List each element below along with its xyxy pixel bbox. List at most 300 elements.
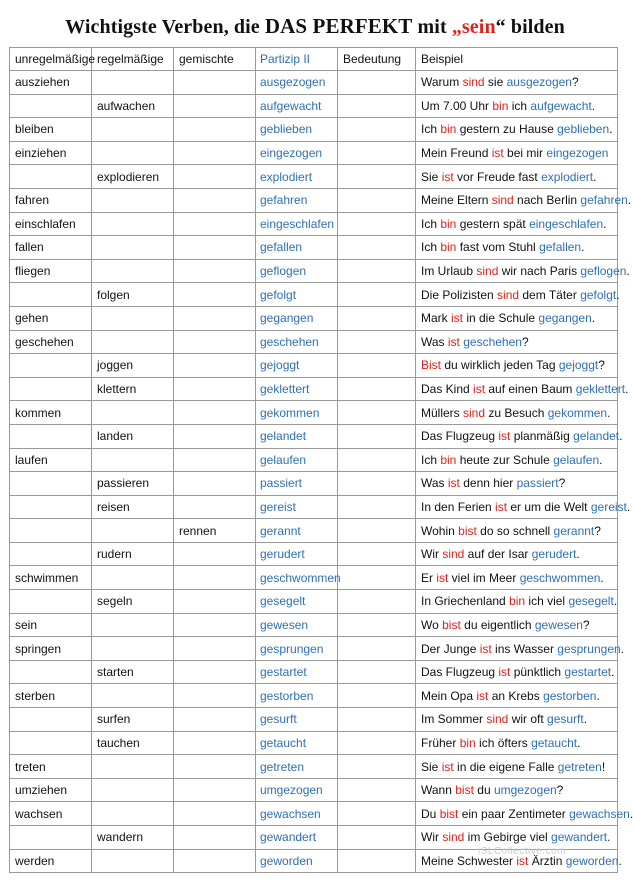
example-text: In Griechenland — [421, 594, 510, 609]
example-text: In den Ferien — [421, 499, 496, 514]
table-row — [10, 377, 618, 401]
example-partizip: eingeschlafen — [529, 216, 604, 231]
example-aux: ist — [495, 499, 508, 514]
example-text: Meine Eltern — [421, 193, 492, 208]
watermark: iSLCollective.com — [478, 846, 566, 857]
verb-cell: wachsen — [10, 802, 92, 826]
partizip-cell: gewesen — [256, 613, 338, 637]
verb-cell: explodieren — [92, 165, 174, 189]
example-text: Um 7.00 Uhr — [421, 98, 493, 113]
example-aux: ist — [498, 429, 511, 444]
example-aux: bist — [442, 617, 461, 632]
example-partizip: gestorben — [543, 688, 597, 703]
verb-cell: reisen — [92, 495, 174, 519]
empty-cell — [92, 519, 174, 543]
empty-cell — [92, 330, 174, 354]
bedeutung-cell — [338, 613, 416, 637]
example-aux: bin — [509, 594, 526, 609]
example-text: auf der Isar — [464, 547, 532, 562]
example-punct: . — [583, 712, 588, 727]
bedeutung-cell — [338, 165, 416, 189]
beispiel-cell — [416, 778, 618, 802]
empty-cell — [10, 472, 92, 496]
empty-cell — [174, 755, 256, 779]
example-punct: . — [619, 429, 623, 444]
partizip-cell: getreten — [256, 755, 338, 779]
verb-cell: kommen — [10, 401, 92, 425]
example-aux: ist — [498, 665, 511, 680]
example-punct: ? — [598, 358, 605, 373]
example-aux: ist — [447, 334, 460, 349]
partizip-cell: geschwommen — [256, 566, 338, 590]
bedeutung-cell — [338, 826, 416, 850]
empty-cell — [10, 519, 92, 543]
beispiel-cell — [416, 802, 633, 826]
empty-cell — [92, 118, 174, 142]
example-text: do so schnell — [476, 523, 554, 538]
beispiel-cell — [416, 637, 625, 661]
bedeutung-cell — [338, 141, 416, 165]
example-partizip: gejoggt — [558, 358, 599, 373]
bedeutung-cell — [338, 259, 416, 283]
verb-cell: segeln — [92, 590, 174, 614]
empty-cell — [174, 236, 256, 260]
partizip-cell: umgezogen — [256, 778, 338, 802]
example-text: pünktlich — [510, 665, 565, 680]
example-text: Sie — [421, 759, 442, 774]
header-bedeutung: Bedeutung — [338, 48, 416, 71]
example-text: ich öfters — [475, 735, 532, 750]
bedeutung-cell — [338, 354, 416, 378]
example-text: Ich — [421, 216, 441, 231]
example-text: Du — [421, 806, 440, 821]
beispiel-cell — [416, 94, 618, 118]
bedeutung-cell — [338, 188, 416, 212]
beispiel-cell — [416, 165, 618, 189]
empty-cell — [92, 259, 174, 283]
empty-cell — [10, 590, 92, 614]
empty-cell — [92, 141, 174, 165]
example-punct: . — [616, 287, 620, 302]
bedeutung-cell — [338, 94, 416, 118]
table-row — [10, 755, 618, 779]
bedeutung-cell — [338, 424, 416, 448]
empty-cell — [10, 495, 92, 519]
partizip-cell: gefallen — [256, 236, 338, 260]
example-text: in die Schule — [463, 311, 539, 326]
example-text: nach Berlin — [513, 193, 581, 208]
bedeutung-cell — [338, 731, 416, 755]
beispiel-cell — [416, 212, 618, 236]
example-text: Das Flugzeug — [421, 665, 499, 680]
example-text: Meine Schwester — [421, 853, 517, 868]
example-partizip: aufgewacht — [530, 98, 592, 113]
example-aux: Bist — [421, 358, 442, 373]
example-text: heute zur Schule — [456, 452, 554, 467]
verb-cell: einschlafen — [10, 212, 92, 236]
beispiel-cell — [416, 354, 618, 378]
title-part4: bilden — [505, 16, 565, 38]
example-text: Das Flugzeug — [421, 429, 499, 444]
example-punct: . — [625, 382, 629, 397]
example-text: Wann — [421, 783, 456, 798]
example-aux: bin — [440, 122, 457, 137]
example-partizip: gelaufen — [553, 452, 600, 467]
empty-cell — [92, 401, 174, 425]
bedeutung-cell — [338, 684, 416, 708]
verb-cell: surfen — [92, 708, 174, 732]
beispiel-cell — [416, 708, 618, 732]
example-punct: . — [599, 452, 603, 467]
empty-cell — [92, 849, 174, 873]
bedeutung-cell — [338, 542, 416, 566]
example-punct: . — [603, 216, 607, 231]
example-text: du — [473, 783, 494, 798]
example-aux: ist — [447, 476, 460, 491]
beispiel-cell — [416, 330, 618, 354]
empty-cell — [174, 613, 256, 637]
empty-cell — [174, 590, 256, 614]
empty-cell — [10, 354, 92, 378]
example-partizip: gewandert — [551, 830, 608, 845]
verb-cell: landen — [92, 424, 174, 448]
empty-cell — [174, 377, 256, 401]
empty-cell — [174, 141, 256, 165]
verb-cell: folgen — [92, 283, 174, 307]
empty-cell — [174, 401, 256, 425]
partizip-cell: explodiert — [256, 165, 338, 189]
bedeutung-cell — [338, 495, 416, 519]
table-row — [10, 731, 618, 755]
empty-cell — [174, 778, 256, 802]
header-regelmaessige: regelmäßige — [92, 48, 174, 71]
example-aux: bin — [440, 240, 457, 255]
table-row — [10, 542, 618, 566]
example-text: Wo — [421, 617, 443, 632]
empty-cell — [10, 542, 92, 566]
verb-cell: starten — [92, 660, 174, 684]
example-text: ich viel — [525, 594, 569, 609]
example-aux: ist — [441, 759, 454, 774]
title-perfekt: DAS PERFEKT — [264, 14, 413, 38]
empty-cell — [10, 708, 92, 732]
empty-cell — [174, 684, 256, 708]
example-aux: sind — [442, 830, 465, 845]
bedeutung-cell — [338, 708, 416, 732]
empty-cell — [10, 826, 92, 850]
example-text: Ich — [421, 122, 441, 137]
example-aux: ist — [476, 688, 489, 703]
example-punct: . — [618, 853, 622, 868]
table-row — [10, 519, 618, 543]
beispiel-cell — [416, 495, 631, 519]
example-text: Was — [421, 476, 448, 491]
example-partizip: gereist — [590, 499, 627, 514]
beispiel-cell — [416, 566, 618, 590]
example-punct: ! — [601, 759, 606, 774]
partizip-cell: geblieben — [256, 118, 338, 142]
empty-cell — [10, 165, 92, 189]
example-partizip: gefahren — [580, 193, 628, 208]
empty-cell — [174, 660, 256, 684]
verb-cell: passieren — [92, 472, 174, 496]
example-text: fast vom Stuhl — [456, 240, 540, 255]
example-partizip: gegangen — [538, 311, 592, 326]
example-partizip: gewachsen — [569, 806, 630, 821]
empty-cell — [174, 354, 256, 378]
example-text: in die eigene Falle — [453, 759, 558, 774]
example-text: an Krebs — [488, 688, 544, 703]
empty-cell — [92, 613, 174, 637]
example-aux: bist — [439, 806, 459, 821]
empty-cell — [174, 94, 256, 118]
example-partizip: gesprungen — [557, 641, 621, 656]
partizip-cell: gerudert — [256, 542, 338, 566]
verb-cell: fahren — [10, 188, 92, 212]
example-text: gestern spät — [456, 216, 530, 231]
example-text: Der Junge — [421, 641, 480, 656]
table-row — [10, 165, 618, 189]
example-punct: ? — [556, 783, 564, 798]
partizip-cell: gereist — [256, 495, 338, 519]
example-punct: . — [613, 594, 618, 609]
example-partizip: geschehen — [463, 334, 522, 349]
empty-cell — [10, 660, 92, 684]
example-aux: bist — [455, 783, 474, 798]
example-text: Früher — [421, 735, 460, 750]
page-title — [0, 14, 630, 39]
example-punct: . — [620, 641, 625, 656]
verb-cell: schwimmen — [10, 566, 92, 590]
example-partizip: gefallen — [539, 240, 582, 255]
example-punct: ? — [558, 476, 566, 491]
bedeutung-cell — [338, 283, 416, 307]
empty-cell — [92, 778, 174, 802]
beispiel-cell — [416, 660, 618, 684]
example-partizip: geworden — [565, 853, 619, 868]
empty-cell — [92, 236, 174, 260]
beispiel-cell — [416, 472, 618, 496]
bedeutung-cell — [338, 71, 416, 95]
beispiel-cell — [416, 613, 618, 637]
beispiel-cell — [416, 590, 618, 614]
example-aux: bin — [492, 98, 509, 113]
example-punct: ? — [582, 617, 590, 632]
verb-cell: joggen — [92, 354, 174, 378]
example-aux: ist — [451, 311, 463, 326]
empty-cell — [174, 495, 256, 519]
verb-cell: bleiben — [10, 118, 92, 142]
table-row — [10, 188, 618, 212]
bedeutung-cell — [338, 755, 416, 779]
example-text: Im Urlaub — [421, 264, 477, 279]
verb-cell: tauchen — [92, 731, 174, 755]
example-text: planmäßig — [510, 429, 574, 444]
verb-cell: ausziehen — [10, 71, 92, 95]
beispiel-cell — [416, 259, 630, 283]
example-punct: . — [591, 311, 596, 326]
example-text: wir oft — [508, 712, 548, 727]
empty-cell — [92, 448, 174, 472]
empty-cell — [92, 188, 174, 212]
table-row — [10, 354, 618, 378]
example-text: Warum — [421, 75, 463, 90]
bedeutung-cell — [338, 519, 416, 543]
example-text: Im Sommer — [421, 712, 487, 727]
example-punct: . — [577, 735, 581, 750]
example-text: du eigentlich — [460, 617, 535, 632]
beispiel-cell — [416, 448, 618, 472]
verb-cell: springen — [10, 637, 92, 661]
title-part3: mit — [412, 16, 452, 38]
bedeutung-cell — [338, 330, 416, 354]
beispiel-cell — [416, 731, 618, 755]
bedeutung-cell — [338, 448, 416, 472]
empty-cell — [174, 188, 256, 212]
bedeutung-cell — [338, 236, 416, 260]
partizip-cell: geschehen — [256, 330, 338, 354]
bedeutung-cell — [338, 212, 416, 236]
table-row — [10, 259, 618, 283]
bedeutung-cell — [338, 660, 416, 684]
example-punct: . — [629, 806, 633, 821]
verb-cell: geschehen — [10, 330, 92, 354]
example-partizip: gerannt — [553, 523, 595, 538]
beispiel-cell — [416, 377, 629, 401]
example-text: ein paar Zentimeter — [458, 806, 570, 821]
empty-cell — [92, 566, 174, 590]
example-aux: ist — [473, 382, 486, 397]
example-punct: ? — [571, 75, 579, 90]
example-text: sie — [484, 75, 507, 90]
table-row — [10, 472, 618, 496]
example-text: Die Polizisten — [421, 287, 498, 302]
example-aux: bin — [440, 216, 457, 231]
example-partizip: ausgezogen — [506, 75, 572, 90]
empty-cell — [92, 802, 174, 826]
example-text: viel im Meer — [448, 570, 520, 585]
empty-cell — [174, 165, 256, 189]
beispiel-cell — [416, 401, 618, 425]
empty-cell — [174, 118, 256, 142]
table-row — [10, 424, 618, 448]
example-text: Wir — [421, 830, 443, 845]
example-punct: . — [593, 169, 597, 184]
verb-cell: klettern — [92, 377, 174, 401]
example-punct: . — [626, 264, 630, 279]
example-text: wir nach Paris — [498, 264, 581, 279]
example-aux: bist — [458, 523, 477, 538]
table-row — [10, 637, 618, 661]
example-aux: sind — [442, 547, 465, 562]
empty-cell — [92, 755, 174, 779]
partizip-cell: gefolgt — [256, 283, 338, 307]
empty-cell — [174, 637, 256, 661]
empty-cell — [174, 849, 256, 873]
example-punct: . — [607, 830, 611, 845]
example-text: Mein Opa — [421, 688, 477, 703]
example-punct: . — [607, 405, 611, 420]
table-row — [10, 778, 618, 802]
example-text: vor Freude fast — [453, 169, 542, 184]
bedeutung-cell — [338, 802, 416, 826]
empty-cell — [174, 212, 256, 236]
example-partizip: geklettert — [575, 382, 626, 397]
verb-cell: wandern — [92, 826, 174, 850]
partizip-cell: aufgewacht — [256, 94, 338, 118]
example-text: auf einen Baum — [485, 382, 576, 397]
example-punct: . — [600, 570, 604, 585]
bedeutung-cell — [338, 472, 416, 496]
header-partizip: Partizip II — [256, 48, 338, 71]
partizip-cell: ausgezogen — [256, 71, 338, 95]
example-aux: bin — [440, 452, 457, 467]
example-punct: . — [581, 240, 585, 255]
example-punct: . — [611, 665, 615, 680]
partizip-cell: gewachsen — [256, 802, 338, 826]
example-text: zu Besuch — [485, 405, 548, 420]
beispiel-cell — [416, 71, 618, 95]
example-partizip: gestartet — [564, 665, 612, 680]
example-text: Mein Freund — [421, 146, 492, 161]
example-text: Mark — [421, 311, 451, 326]
example-text: Wohin — [421, 523, 459, 538]
partizip-cell: gestorben — [256, 684, 338, 708]
beispiel-cell — [416, 283, 618, 307]
bedeutung-cell — [338, 637, 416, 661]
partizip-cell: geworden — [256, 849, 338, 873]
empty-cell — [174, 802, 256, 826]
empty-cell — [10, 94, 92, 118]
verb-cell: treten — [10, 755, 92, 779]
verb-cell: rudern — [92, 542, 174, 566]
title-part1: Wichtigste Verben, die — [65, 16, 265, 38]
verb-cell: fliegen — [10, 259, 92, 283]
example-text: Müllers — [421, 405, 464, 420]
partizip-cell: gejoggt — [256, 354, 338, 378]
empty-cell — [174, 731, 256, 755]
example-partizip: geflogen — [580, 264, 627, 279]
example-punct: . — [609, 122, 613, 137]
example-partizip: geblieben — [557, 122, 610, 137]
partizip-cell: gekommen — [256, 401, 338, 425]
example-punct: ? — [594, 523, 601, 538]
example-partizip: gerudert — [531, 547, 577, 562]
partizip-cell: gegangen — [256, 306, 338, 330]
verb-cell: aufwachen — [92, 94, 174, 118]
beispiel-cell — [416, 236, 618, 260]
empty-cell — [92, 637, 174, 661]
bedeutung-cell — [338, 778, 416, 802]
empty-cell — [174, 424, 256, 448]
verb-cell: werden — [10, 849, 92, 873]
example-partizip: passiert — [516, 476, 559, 491]
table-row — [10, 71, 618, 95]
verb-cell: fallen — [10, 236, 92, 260]
empty-cell — [174, 330, 256, 354]
beispiel-cell — [416, 118, 618, 142]
partizip-cell: gewandert — [256, 826, 338, 850]
table-row — [10, 141, 618, 165]
verb-cell: gehen — [10, 306, 92, 330]
header-gemischte: gemischte — [174, 48, 256, 71]
partizip-cell: eingeschlafen — [256, 212, 338, 236]
table-row — [10, 708, 618, 732]
partizip-cell: gerannt — [256, 519, 338, 543]
bedeutung-cell — [338, 849, 416, 873]
partizip-cell: gefahren — [256, 188, 338, 212]
example-aux: ist — [516, 853, 529, 868]
